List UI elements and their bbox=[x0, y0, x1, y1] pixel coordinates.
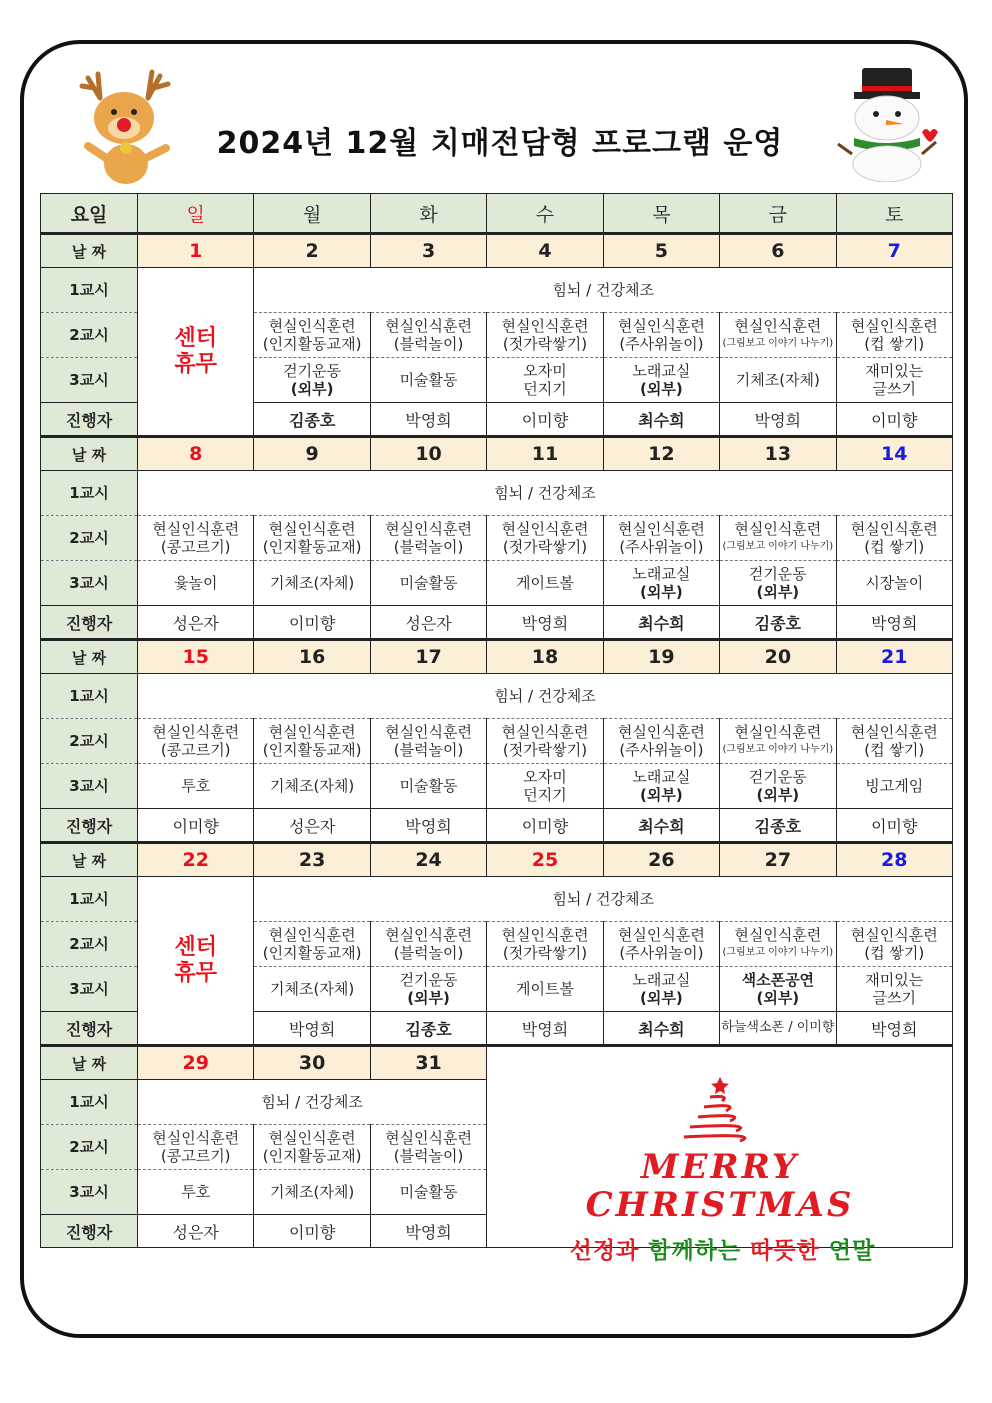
week2-p1-row bbox=[41, 471, 953, 516]
leader-cell: 박영희 bbox=[370, 403, 486, 437]
date-cell: 27 bbox=[720, 843, 836, 877]
date-cell: 13 bbox=[720, 437, 836, 471]
date-cell: 5 bbox=[603, 234, 719, 268]
weekday-tue: 화 bbox=[370, 194, 486, 234]
activity-cell: 투호 bbox=[138, 764, 254, 809]
date-cell: 4 bbox=[487, 234, 603, 268]
activity-cell: 노래교실 (외부) bbox=[603, 561, 719, 606]
activity-cell: 재미있는 글쓰기 bbox=[836, 358, 952, 403]
common-p1-cell: 힘뇌 / 건강체조 bbox=[254, 268, 953, 313]
activity-cell: 현실인식훈련 (인지활동교재) bbox=[254, 1125, 370, 1170]
date-cell: 3 bbox=[370, 234, 486, 268]
period2-label: 2교시 bbox=[41, 719, 138, 764]
activity-cell: 현실인식훈련 (블럭놀이) bbox=[370, 1125, 486, 1170]
activity-cell: 노래교실 (외부) bbox=[603, 764, 719, 809]
date-cell: 2 bbox=[254, 234, 370, 268]
date-cell: 9 bbox=[254, 437, 370, 471]
date-cell: 14 bbox=[836, 437, 952, 471]
closed-line2: 휴무 bbox=[174, 960, 217, 986]
activity-cell: 노래교실 (외부) bbox=[603, 358, 719, 403]
activity-cell: 기체조(자체) bbox=[254, 1170, 370, 1215]
activity-cell: 현실인식훈련 (콩고르기) bbox=[138, 719, 254, 764]
activity-cell: 현실인식훈련 (블럭놀이) bbox=[370, 313, 486, 358]
leader-cell: 성은자 bbox=[138, 606, 254, 640]
activity-cell: 걷기운동 (외부) bbox=[370, 967, 486, 1012]
weekday-header-row bbox=[41, 194, 953, 234]
activity-cell: 현실인식훈련 (주사위놀이) bbox=[603, 719, 719, 764]
leader-cell: 성은자 bbox=[138, 1215, 254, 1248]
week2-p2-row bbox=[41, 516, 953, 561]
weekday-sun: 일 bbox=[138, 194, 254, 234]
period1-label: 1교시 bbox=[41, 1080, 138, 1125]
week3-p1-row bbox=[41, 674, 953, 719]
activity-cell: 현실인식훈련 (컵 쌓기) bbox=[836, 516, 952, 561]
activity-cell: 현실인식훈련 (그림보고 이야기 나누기) bbox=[720, 719, 836, 764]
week5-date-row bbox=[41, 1046, 953, 1080]
leader-label: 진행자 bbox=[41, 1012, 138, 1046]
activity-cell: 투호 bbox=[138, 1170, 254, 1215]
leader-cell: 성은자 bbox=[370, 606, 486, 640]
date-cell: 28 bbox=[836, 843, 952, 877]
leader-label: 진행자 bbox=[41, 403, 138, 437]
period1-label: 1교시 bbox=[41, 471, 138, 516]
leader-cell: 최수희 bbox=[603, 606, 719, 640]
date-cell: 8 bbox=[138, 437, 254, 471]
activity-cell: 현실인식훈련 (블럭놀이) bbox=[370, 922, 486, 967]
leader-cell: 김종호 bbox=[720, 809, 836, 843]
activity-cell: 오자미 던지기 bbox=[487, 358, 603, 403]
date-label: 날 짜 bbox=[41, 234, 138, 268]
period1-label: 1교시 bbox=[41, 674, 138, 719]
activity-cell: 현실인식훈련 (젓가락쌓기) bbox=[487, 719, 603, 764]
period2-label: 2교시 bbox=[41, 313, 138, 358]
week3-p2-row bbox=[41, 719, 953, 764]
weekday-thu: 목 bbox=[603, 194, 719, 234]
leader-label: 진행자 bbox=[41, 606, 138, 640]
leader-cell: 이미향 bbox=[487, 403, 603, 437]
activity-cell: 게이트볼 bbox=[487, 561, 603, 606]
merry-christmas-text: MERRY CHRISTMAS bbox=[585, 1147, 855, 1225]
activity-cell: 기체조(자체) bbox=[254, 764, 370, 809]
leader-cell: 박영희 bbox=[836, 1012, 952, 1046]
date-cell: 24 bbox=[370, 843, 486, 877]
period3-label: 3교시 bbox=[41, 967, 138, 1012]
week2-p3-row bbox=[41, 561, 953, 606]
activity-cell: 색소폰공연 (외부) bbox=[720, 967, 836, 1012]
leader-cell: 박영희 bbox=[487, 606, 603, 640]
period3-label: 3교시 bbox=[41, 358, 138, 403]
activity-cell: 현실인식훈련 (젓가락쌓기) bbox=[487, 516, 603, 561]
closed-line1: 센터 bbox=[174, 325, 217, 351]
leader-cell: 이미향 bbox=[487, 809, 603, 843]
activity-cell: 걷기운동 (외부) bbox=[254, 358, 370, 403]
leader-label: 진행자 bbox=[41, 1215, 138, 1248]
date-cell: 30 bbox=[254, 1046, 370, 1080]
leader-cell: 박영희 bbox=[836, 606, 952, 640]
activity-cell: 걷기운동 (외부) bbox=[720, 561, 836, 606]
activity-cell: 시장놀이 bbox=[836, 561, 952, 606]
weekday-fri: 금 bbox=[720, 194, 836, 234]
weekday-wed: 수 bbox=[487, 194, 603, 234]
period2-label: 2교시 bbox=[41, 1125, 138, 1170]
activity-cell: 현실인식훈련 (인지활동교재) bbox=[254, 719, 370, 764]
activity-cell: 현실인식훈련 (컵 쌓기) bbox=[836, 313, 952, 358]
activity-cell: 미술활동 bbox=[370, 358, 486, 403]
week3-leader-row bbox=[41, 809, 953, 843]
date-cell: 20 bbox=[720, 640, 836, 674]
closed-line2: 휴무 bbox=[174, 351, 217, 377]
date-cell: 31 bbox=[370, 1046, 486, 1080]
leader-cell: 김종호 bbox=[254, 403, 370, 437]
week1-date-row bbox=[41, 234, 953, 268]
date-cell: 6 bbox=[720, 234, 836, 268]
activity-cell: 현실인식훈련 (인지활동교재) bbox=[254, 313, 370, 358]
activity-cell: 현실인식훈련 (블럭놀이) bbox=[370, 516, 486, 561]
leader-cell: 최수희 bbox=[603, 1012, 719, 1046]
week3-p3-row bbox=[41, 764, 953, 809]
week1-p1-row bbox=[41, 268, 953, 313]
leader-label: 진행자 bbox=[41, 809, 138, 843]
date-label: 날 짜 bbox=[41, 640, 138, 674]
date-cell: 21 bbox=[836, 640, 952, 674]
closed-line1: 센터 bbox=[174, 934, 217, 960]
activity-cell: 기체조(자체) bbox=[254, 561, 370, 606]
date-cell: 22 bbox=[138, 843, 254, 877]
activity-cell: 미술활동 bbox=[370, 764, 486, 809]
date-cell: 25 bbox=[487, 843, 603, 877]
activity-cell: 현실인식훈련 (컵 쌓기) bbox=[836, 719, 952, 764]
date-cell: 7 bbox=[836, 234, 952, 268]
date-cell: 12 bbox=[603, 437, 719, 471]
activity-cell: 현실인식훈련 (주사위놀이) bbox=[603, 516, 719, 561]
date-cell: 23 bbox=[254, 843, 370, 877]
date-label: 날 짜 bbox=[41, 437, 138, 471]
date-cell: 1 bbox=[138, 234, 254, 268]
activity-cell: 미술활동 bbox=[370, 1170, 486, 1215]
activity-cell: 게이트볼 bbox=[487, 967, 603, 1012]
snowman-illustration bbox=[832, 62, 942, 182]
activity-cell: 현실인식훈련 (인지활동교재) bbox=[254, 516, 370, 561]
period2-label: 2교시 bbox=[41, 922, 138, 967]
activity-cell: 윷놀이 bbox=[138, 561, 254, 606]
leader-cell: 이미향 bbox=[138, 809, 254, 843]
leader-cell: 이미향 bbox=[254, 606, 370, 640]
date-cell: 26 bbox=[603, 843, 719, 877]
period3-label: 3교시 bbox=[41, 561, 138, 606]
common-p1-cell: 힘뇌 / 건강체조 bbox=[138, 471, 953, 516]
activity-cell: 기체조(자체) bbox=[254, 967, 370, 1012]
page-title: 2024년 12월 치매전담형 프로그램 운영 bbox=[216, 126, 784, 161]
week2-date-row bbox=[41, 437, 953, 471]
leader-cell: 박영희 bbox=[720, 403, 836, 437]
activity-cell: 현실인식훈련 (콩고르기) bbox=[138, 1125, 254, 1170]
leader-cell: 박영희 bbox=[254, 1012, 370, 1046]
date-cell: 15 bbox=[138, 640, 254, 674]
activity-cell: 현실인식훈련 (그림보고 이야기 나누기) bbox=[720, 313, 836, 358]
period3-label: 3교시 bbox=[41, 764, 138, 809]
activity-cell: 현실인식훈련 (젓가락쌓기) bbox=[487, 313, 603, 358]
leader-cell: 하늘색소폰 / 이미향 bbox=[720, 1012, 836, 1046]
activity-cell: 걷기운동 (외부) bbox=[720, 764, 836, 809]
leader-cell: 최수희 bbox=[603, 403, 719, 437]
date-label: 날 짜 bbox=[41, 843, 138, 877]
activity-cell: 현실인식훈련 (콩고르기) bbox=[138, 516, 254, 561]
activity-cell: 현실인식훈련 (젓가락쌓기) bbox=[487, 922, 603, 967]
center-closed-cell bbox=[138, 268, 254, 437]
activity-cell: 미술활동 bbox=[370, 561, 486, 606]
date-cell: 16 bbox=[254, 640, 370, 674]
leader-cell: 박영희 bbox=[370, 1215, 486, 1248]
year-end-slogan: 선정과 함께하는 따뜻한 연말 bbox=[569, 1238, 876, 1264]
date-cell: 11 bbox=[487, 437, 603, 471]
period3-label: 3교시 bbox=[41, 1170, 138, 1215]
week4-date-row bbox=[41, 843, 953, 877]
week4-p1-row bbox=[41, 877, 953, 922]
date-cell: 10 bbox=[370, 437, 486, 471]
week3-date-row bbox=[41, 640, 953, 674]
common-p1-cell: 힘뇌 / 건강체조 bbox=[254, 877, 953, 922]
date-cell: 18 bbox=[487, 640, 603, 674]
period1-label: 1교시 bbox=[41, 877, 138, 922]
activity-cell: 노래교실 (외부) bbox=[603, 967, 719, 1012]
date-cell: 17 bbox=[370, 640, 486, 674]
leader-cell: 성은자 bbox=[254, 809, 370, 843]
leader-cell: 이미향 bbox=[254, 1215, 370, 1248]
center-closed-cell bbox=[138, 877, 254, 1046]
christmas-tree-icon bbox=[670, 1075, 770, 1145]
weekday-label: 요일 bbox=[41, 194, 138, 234]
activity-cell: 현실인식훈련 (주사위놀이) bbox=[603, 313, 719, 358]
activity-cell: 기체조(자체) bbox=[720, 358, 836, 403]
activity-cell: 재미있는 글쓰기 bbox=[836, 967, 952, 1012]
common-p1-cell: 힘뇌 / 건강체조 bbox=[138, 1080, 487, 1125]
activity-cell: 현실인식훈련 (그림보고 이야기 나누기) bbox=[720, 516, 836, 561]
period1-label: 1교시 bbox=[41, 268, 138, 313]
leader-cell: 김종호 bbox=[720, 606, 836, 640]
activity-cell: 현실인식훈련 (블럭놀이) bbox=[370, 719, 486, 764]
leader-cell: 최수희 bbox=[603, 809, 719, 843]
weekday-mon: 월 bbox=[254, 194, 370, 234]
leader-cell: 박영희 bbox=[370, 809, 486, 843]
common-p1-cell: 힘뇌 / 건강체조 bbox=[138, 674, 953, 719]
activity-cell: 현실인식훈련 (컵 쌓기) bbox=[836, 922, 952, 967]
activity-cell: 빙고게임 bbox=[836, 764, 952, 809]
leader-cell: 이미향 bbox=[836, 403, 952, 437]
leader-cell: 박영희 bbox=[487, 1012, 603, 1046]
leader-cell: 이미향 bbox=[836, 809, 952, 843]
activity-cell: 현실인식훈련 (그림보고 이야기 나누기) bbox=[720, 922, 836, 967]
activity-cell: 현실인식훈련 (주사위놀이) bbox=[603, 922, 719, 967]
date-cell: 19 bbox=[603, 640, 719, 674]
date-cell: 29 bbox=[138, 1046, 254, 1080]
week2-leader-row bbox=[41, 606, 953, 640]
weekday-sat: 토 bbox=[836, 194, 952, 234]
schedule-table bbox=[40, 193, 953, 1248]
activity-cell: 현실인식훈련 (인지활동교재) bbox=[254, 922, 370, 967]
leader-cell: 김종호 bbox=[370, 1012, 486, 1046]
date-label: 날 짜 bbox=[41, 1046, 138, 1080]
period2-label: 2교시 bbox=[41, 516, 138, 561]
activity-cell: 오자미 던지기 bbox=[487, 764, 603, 809]
